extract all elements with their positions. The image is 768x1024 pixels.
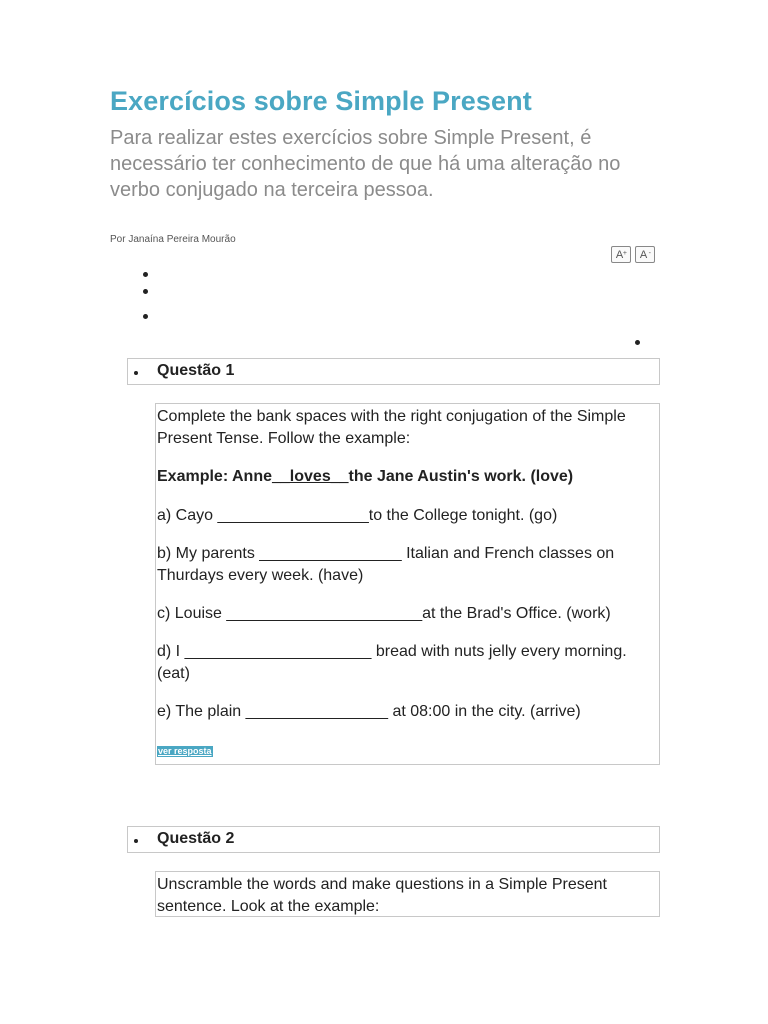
example-answer: __loves__ bbox=[272, 468, 349, 485]
example-line bbox=[157, 466, 659, 488]
page-title: Exercícios sobre Simple Present bbox=[110, 86, 532, 116]
font-decrease-label: A bbox=[639, 249, 648, 261]
list-bullet-icon bbox=[143, 289, 148, 294]
page-subtitle: Para realizar estes exercícios sobre Simple Present, é necessário ter conhecimento de que há uma alteração no verbo conjugado na terceira pessoa. bbox=[110, 127, 621, 201]
list-bullet-icon bbox=[143, 272, 148, 277]
exercise-item: e) The plain ________________ at 08:00 in the city. (arrive) bbox=[157, 703, 581, 720]
font-increase-label: A bbox=[615, 249, 624, 261]
question-instruction: Unscramble the words and make questions in a Simple Present sentence. Look at the example: bbox=[157, 876, 607, 915]
bullet-icon bbox=[134, 839, 138, 843]
question-body bbox=[155, 871, 660, 917]
exercise-item: a) Cayo _________________to the College tonight. (go) bbox=[157, 507, 558, 524]
list-bullet-icon bbox=[635, 340, 640, 345]
exercise-item: d) I _____________________ bread with nuts jelly every morning. (eat) bbox=[157, 643, 627, 682]
show-answer-link[interactable]: ver resposta bbox=[158, 746, 212, 756]
question-header[interactable] bbox=[127, 358, 660, 385]
exercise-item: b) My parents ________________ Italian and French classes on Thurdays every week. (have) bbox=[157, 545, 615, 584]
question-header[interactable] bbox=[127, 826, 660, 853]
question-title: Questão 1 bbox=[157, 362, 235, 379]
question-title: Questão 2 bbox=[157, 830, 235, 847]
bullet-icon bbox=[134, 371, 138, 375]
example-prefix: Example: Anne bbox=[157, 468, 272, 485]
question-body bbox=[155, 403, 660, 765]
question-instruction: Complete the bank spaces with the right conjugation of the Simple Present Tense. Follow the example: bbox=[157, 408, 626, 447]
plus-icon: + bbox=[622, 250, 627, 257]
font-increase-button[interactable] bbox=[611, 246, 631, 263]
example-suffix: the Jane Austin's work. (love) bbox=[348, 468, 574, 485]
author-byline: Por Janaína Pereira Mourão bbox=[110, 234, 236, 245]
list-bullet-icon bbox=[143, 314, 148, 319]
minus-icon: - bbox=[648, 250, 651, 257]
font-size-controls bbox=[611, 246, 655, 263]
font-decrease-button[interactable] bbox=[635, 246, 655, 263]
exercise-item: c) Louise ______________________at the Brad's Office. (work) bbox=[157, 605, 611, 622]
